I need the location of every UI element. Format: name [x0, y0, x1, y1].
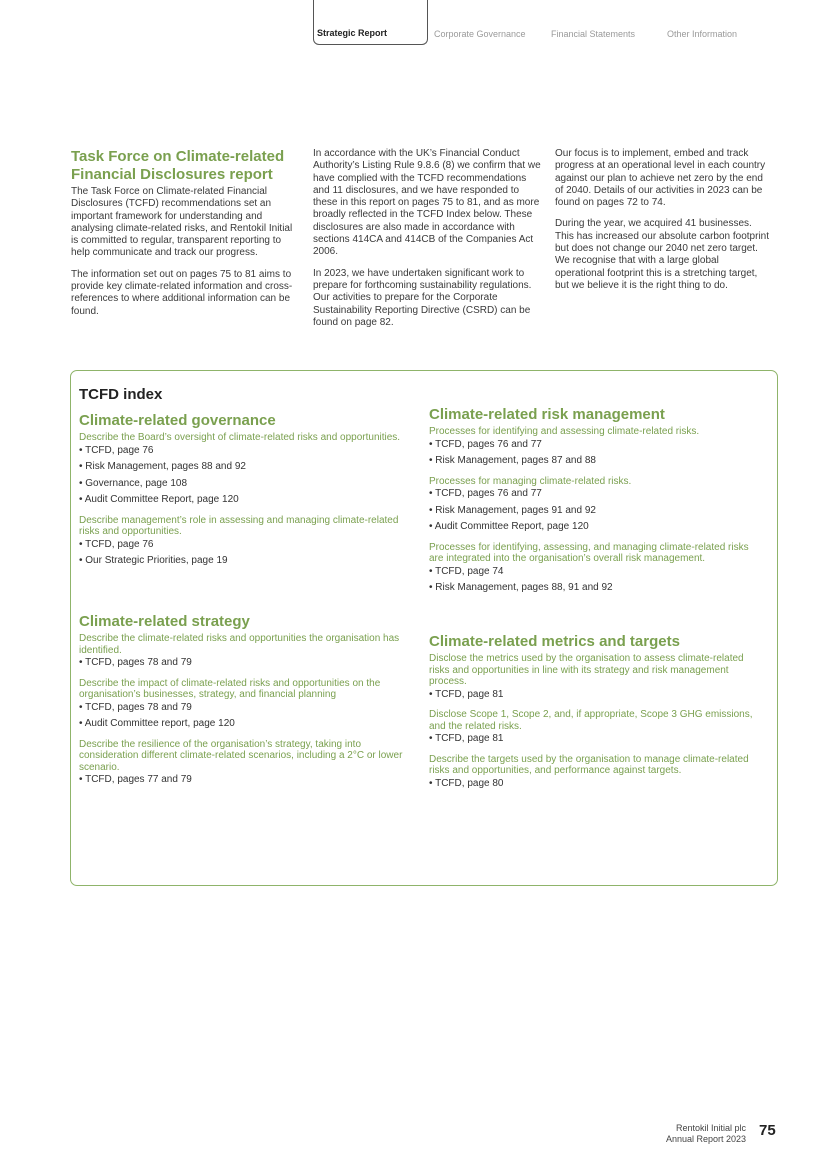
metrics-targets-section	[429, 633, 764, 789]
tcfd-index-panel	[70, 370, 778, 886]
disclosure-description: Disclose the metrics used by the organisation to assess climate-related risks and opportunities in line with its strategy and risk management process.	[429, 653, 744, 687]
intro-paragraph: Our focus is to implement, embed and track progress at an operational level in each country against our plan to achieve net zero by the end of 2040. Details of our activities in 2023 can be found on pages 72 to 74.	[555, 148, 766, 209]
reference-item: • TCFD, pages 78 and 79	[79, 701, 192, 713]
reference-item: • Risk Management, pages 88 and 92	[79, 461, 246, 472]
intro-paragraph: The information set out on pages 75 to 81 aims to provide key climate-related information and cross-references to where additional information can be found.	[71, 268, 293, 317]
tab-financial-statements[interactable]: Financial Statements	[551, 29, 636, 39]
disclosure-description: Describe the Board’s oversight of climate-related risks and opportunities.	[79, 432, 401, 443]
reference-item: • Audit Committee Report, page 120	[429, 521, 589, 532]
disclosure-description: Describe the targets used by the organisation to manage climate-related risks and opportunities, and performance against targets.	[429, 753, 749, 776]
governance-section	[79, 412, 414, 567]
page-title: Task Force on Climate-related Financial Disclosures report	[71, 148, 285, 183]
reference-item: • TCFD, pages 78 and 79	[79, 657, 192, 668]
reference-item: • Audit Committee report, page 120	[79, 718, 235, 729]
section-nav	[0, 0, 825, 50]
disclosure-description: Processes for identifying and assessing climate-related risks.	[429, 426, 700, 437]
reference-item: • TCFD, page 81	[429, 733, 504, 744]
reference-item: • TCFD, pages 77 and 79	[79, 774, 192, 785]
disclosure-description: Describe the impact of climate-related risks and opportunities on the organisation’s businesses, strategy, and financial planning	[79, 677, 381, 700]
company-name: Rentokil Initial plc	[675, 1123, 746, 1133]
section-heading: Climate-related governance	[79, 412, 276, 429]
reference-item: • Audit Committee Report, page 120	[79, 494, 239, 505]
reference-item: • Our Strategic Priorities, page 19	[79, 555, 228, 566]
disclosure-description: Processes for managing climate-related risks.	[429, 475, 632, 487]
tab-other-information[interactable]: Other Information	[667, 29, 738, 39]
reference-item: • TCFD, page 76	[79, 444, 154, 456]
tab-strategic-report[interactable]: Strategic Report	[313, 0, 428, 45]
intro-column-1	[71, 148, 296, 327]
disclosure-description: Disclose Scope 1, Scope 2, and, if appropriate, Scope 3 GHG emissions, and the related risks.	[429, 709, 753, 732]
reference-item: • Risk Management, pages 88, 91 and 92	[429, 582, 613, 593]
intro-paragraph: In 2023, we have undertaken significant work to prepare for forthcoming sustainability regulations. Our activities to prepare for the Corporate Sustainability Reporting Directive (CSRD) can be found on page 82.	[313, 267, 532, 328]
section-heading: Climate-related strategy	[79, 613, 250, 630]
reference-item: • TCFD, pages 76 and 77	[429, 488, 542, 499]
tcfd-index-title: TCFD index	[79, 386, 163, 403]
intro-column-3	[555, 148, 770, 301]
disclosure-description: Processes for identifying, assessing, and managing climate-related risks are integrated into the organisation’s overall risk management.	[429, 541, 749, 564]
strategy-section	[79, 613, 414, 786]
tab-corporate-governance[interactable]: Corporate Governance	[434, 29, 526, 39]
intro-column-2	[313, 148, 543, 338]
risk-management-section	[429, 406, 764, 594]
reference-item: • TCFD, pages 76 and 77	[429, 438, 542, 450]
reference-item: • Risk Management, pages 87 and 88	[429, 455, 596, 466]
disclosure-description: Describe management’s role in assessing and managing climate-related risks and opportunities.	[79, 514, 399, 537]
disclosure-description: Describe the resilience of the organisation’s strategy, taking into consideration different climate-related scenarios, including a 2°C or lower scenario.	[79, 738, 403, 773]
section-heading: Climate-related metrics and targets	[429, 633, 680, 650]
footer-company	[666, 1123, 746, 1144]
section-heading: Climate-related risk management	[429, 406, 665, 423]
page-number: 75	[759, 1122, 776, 1139]
intro-paragraph: The Task Force on Climate-related Financial Disclosures (TCFD) recommendations set an important framework for understanding and analysing climate-related risks, and Rentokil Initial is committed to regular, transparent reporting to help communicate and track our progress.	[71, 186, 293, 259]
reference-item: • TCFD, page 74	[429, 565, 504, 577]
reference-item: • Risk Management, pages 91 and 92	[429, 504, 596, 516]
reference-item: • TCFD, page 81	[429, 688, 504, 700]
report-name: Annual Report 2023	[665, 1133, 746, 1144]
reference-item: • TCFD, page 76	[79, 538, 154, 550]
reference-item: • TCFD, page 80	[429, 777, 504, 789]
disclosure-description: Describe the climate-related risks and opportunities the organisation has identified.	[79, 633, 400, 656]
reference-item: • Governance, page 108	[79, 477, 188, 489]
intro-paragraph: In accordance with the UK’s Financial Conduct Authority’s Listing Rule 9.8.6 (8) we confirm that we have complied with the TCFD recommendations and 11 disclosures, and we have responded to these in this report on pages 75 to 81, and as more broadly reflected in the TCFD Index below. These disclosures are also made in accordance with sections 414CA and 414CB of the Companies Act 2006.	[313, 148, 541, 258]
intro-paragraph: During the year, we acquired 41 businesses. This has increased our absolute carbon footprint but does not change our 2040 net zero target. We recognise that with a large global operational footprint this is a stretching target, but we believe it is the right thing to do.	[555, 218, 770, 291]
